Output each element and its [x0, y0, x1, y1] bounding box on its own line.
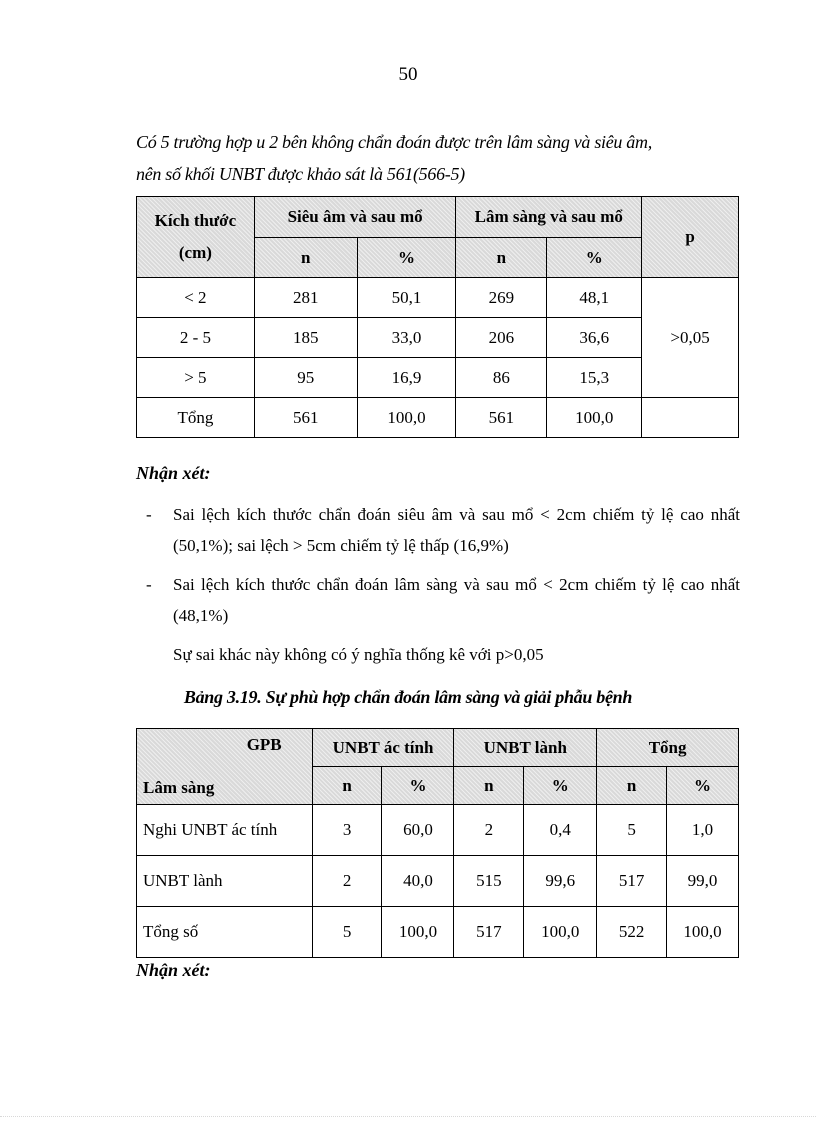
size-header-unit: (cm): [178, 243, 212, 262]
col-n: n: [254, 238, 357, 278]
bullet-marker: -: [146, 505, 152, 524]
cell-value: 515: [454, 856, 524, 907]
cell-value: 15,3: [547, 358, 642, 398]
row-label: < 2: [137, 278, 255, 318]
cell-value: 281: [254, 278, 357, 318]
cell-value: 185: [254, 318, 357, 358]
size-header: [137, 197, 255, 278]
cell-value: 561: [254, 398, 357, 438]
cell-value: 100,0: [547, 398, 642, 438]
cell-value: 517: [454, 907, 524, 958]
cell-value: 36,6: [547, 318, 642, 358]
corner-bottom-label: Lâm sàng: [143, 778, 215, 797]
row-label: 2 - 5: [137, 318, 255, 358]
bullet-text: Sai lệch kích thước chẩn đoán siêu âm và sau mổ < 2cm chiếm tỷ lệ cao nhất (50,1%); sai lệch > 5cm chiếm tỷ lệ thấp (16,9%): [173, 505, 740, 555]
cell-value: 60,0: [382, 805, 454, 856]
intro-line-2: nên số khối UNBT được khảo sát là 561(566-5): [136, 164, 465, 184]
cell-value: 206: [456, 318, 547, 358]
row-label: > 5: [137, 358, 255, 398]
cell-value: 269: [456, 278, 547, 318]
col-pct: %: [524, 767, 597, 805]
total-group-header: Tổng: [597, 729, 739, 767]
row-label: UNBT lành: [137, 856, 313, 907]
page-number: 50: [398, 64, 418, 85]
cell-value: 95: [254, 358, 357, 398]
cell-value: 0,4: [524, 805, 597, 856]
p-value: >0,05: [642, 278, 739, 398]
cell-value: 2: [312, 856, 382, 907]
cell-value: 86: [456, 358, 547, 398]
cell-value: 100,0: [524, 907, 597, 958]
cell-value: 48,1: [547, 278, 642, 318]
size-comparison-table: [136, 196, 739, 438]
size-header-label: Kích thước: [154, 211, 237, 230]
bullet-text: Sai lệch kích thước chẩn đoán lâm sàng và sau mổ < 2cm chiếm tỷ lệ cao nhất (48,1%): [173, 575, 740, 625]
cell-value: 99,6: [524, 856, 597, 907]
cell-value: 561: [456, 398, 547, 438]
p-header: p: [642, 197, 739, 278]
cell-value: 100,0: [382, 907, 454, 958]
cell-value: 522: [597, 907, 667, 958]
col-pct: %: [547, 238, 642, 278]
col-n: n: [456, 238, 547, 278]
comments-heading: Nhận xét:: [136, 463, 211, 483]
row-label: Tổng: [137, 398, 255, 438]
comment-bullet: [146, 569, 740, 631]
cell-value: 100,0: [667, 907, 739, 958]
significance-note: Sự sai khác này không có ý nghĩa thống kê với p>0,05: [173, 645, 544, 664]
ultrasound-group-header: Siêu âm và sau mổ: [254, 197, 456, 238]
bullet-marker: -: [146, 575, 152, 594]
table-row: [137, 856, 739, 907]
cell-value: 3: [312, 805, 382, 856]
cell-value: 40,0: [382, 856, 454, 907]
page-bottom-rule: [0, 1116, 816, 1117]
col-pct: %: [357, 238, 456, 278]
comment-bullet: [146, 499, 740, 561]
intro-line-1: Có 5 trường hợp u 2 bên không chẩn đoán được trên lâm sàng và siêu âm,: [136, 132, 652, 152]
col-pct: %: [382, 767, 454, 805]
table-row: [137, 907, 739, 958]
diagnosis-agreement-table: [136, 728, 739, 958]
cell-value: 50,1: [357, 278, 456, 318]
table-row: [137, 398, 739, 438]
benign-group-header: UNBT lành: [454, 729, 597, 767]
cell-value: 100,0: [357, 398, 456, 438]
cell-value: 1,0: [667, 805, 739, 856]
row-label: Nghi UNBT ác tính: [137, 805, 313, 856]
cell-value: 5: [312, 907, 382, 958]
table-caption: Bảng 3.19. Sự phù hợp chẩn đoán lâm sàng và giải phẫu bệnh: [183, 687, 633, 707]
col-n: n: [312, 767, 382, 805]
empty-cell: [642, 398, 739, 438]
clinical-group-header: Lâm sàng và sau mổ: [456, 197, 642, 238]
cell-value: 517: [597, 856, 667, 907]
col-n: n: [454, 767, 524, 805]
corner-top-label: GPB: [246, 735, 282, 754]
col-pct: %: [667, 767, 739, 805]
col-n: n: [597, 767, 667, 805]
cell-value: 33,0: [357, 318, 456, 358]
table-row: [137, 805, 739, 856]
comments-heading-2: Nhận xét:: [136, 960, 211, 980]
table-row: [137, 278, 739, 318]
cell-value: 2: [454, 805, 524, 856]
malignant-group-header: UNBT ác tính: [312, 729, 454, 767]
cell-value: 99,0: [667, 856, 739, 907]
cell-value: 5: [597, 805, 667, 856]
cell-value: 16,9: [357, 358, 456, 398]
corner-header: [137, 729, 313, 805]
row-label: Tổng số: [137, 907, 313, 958]
